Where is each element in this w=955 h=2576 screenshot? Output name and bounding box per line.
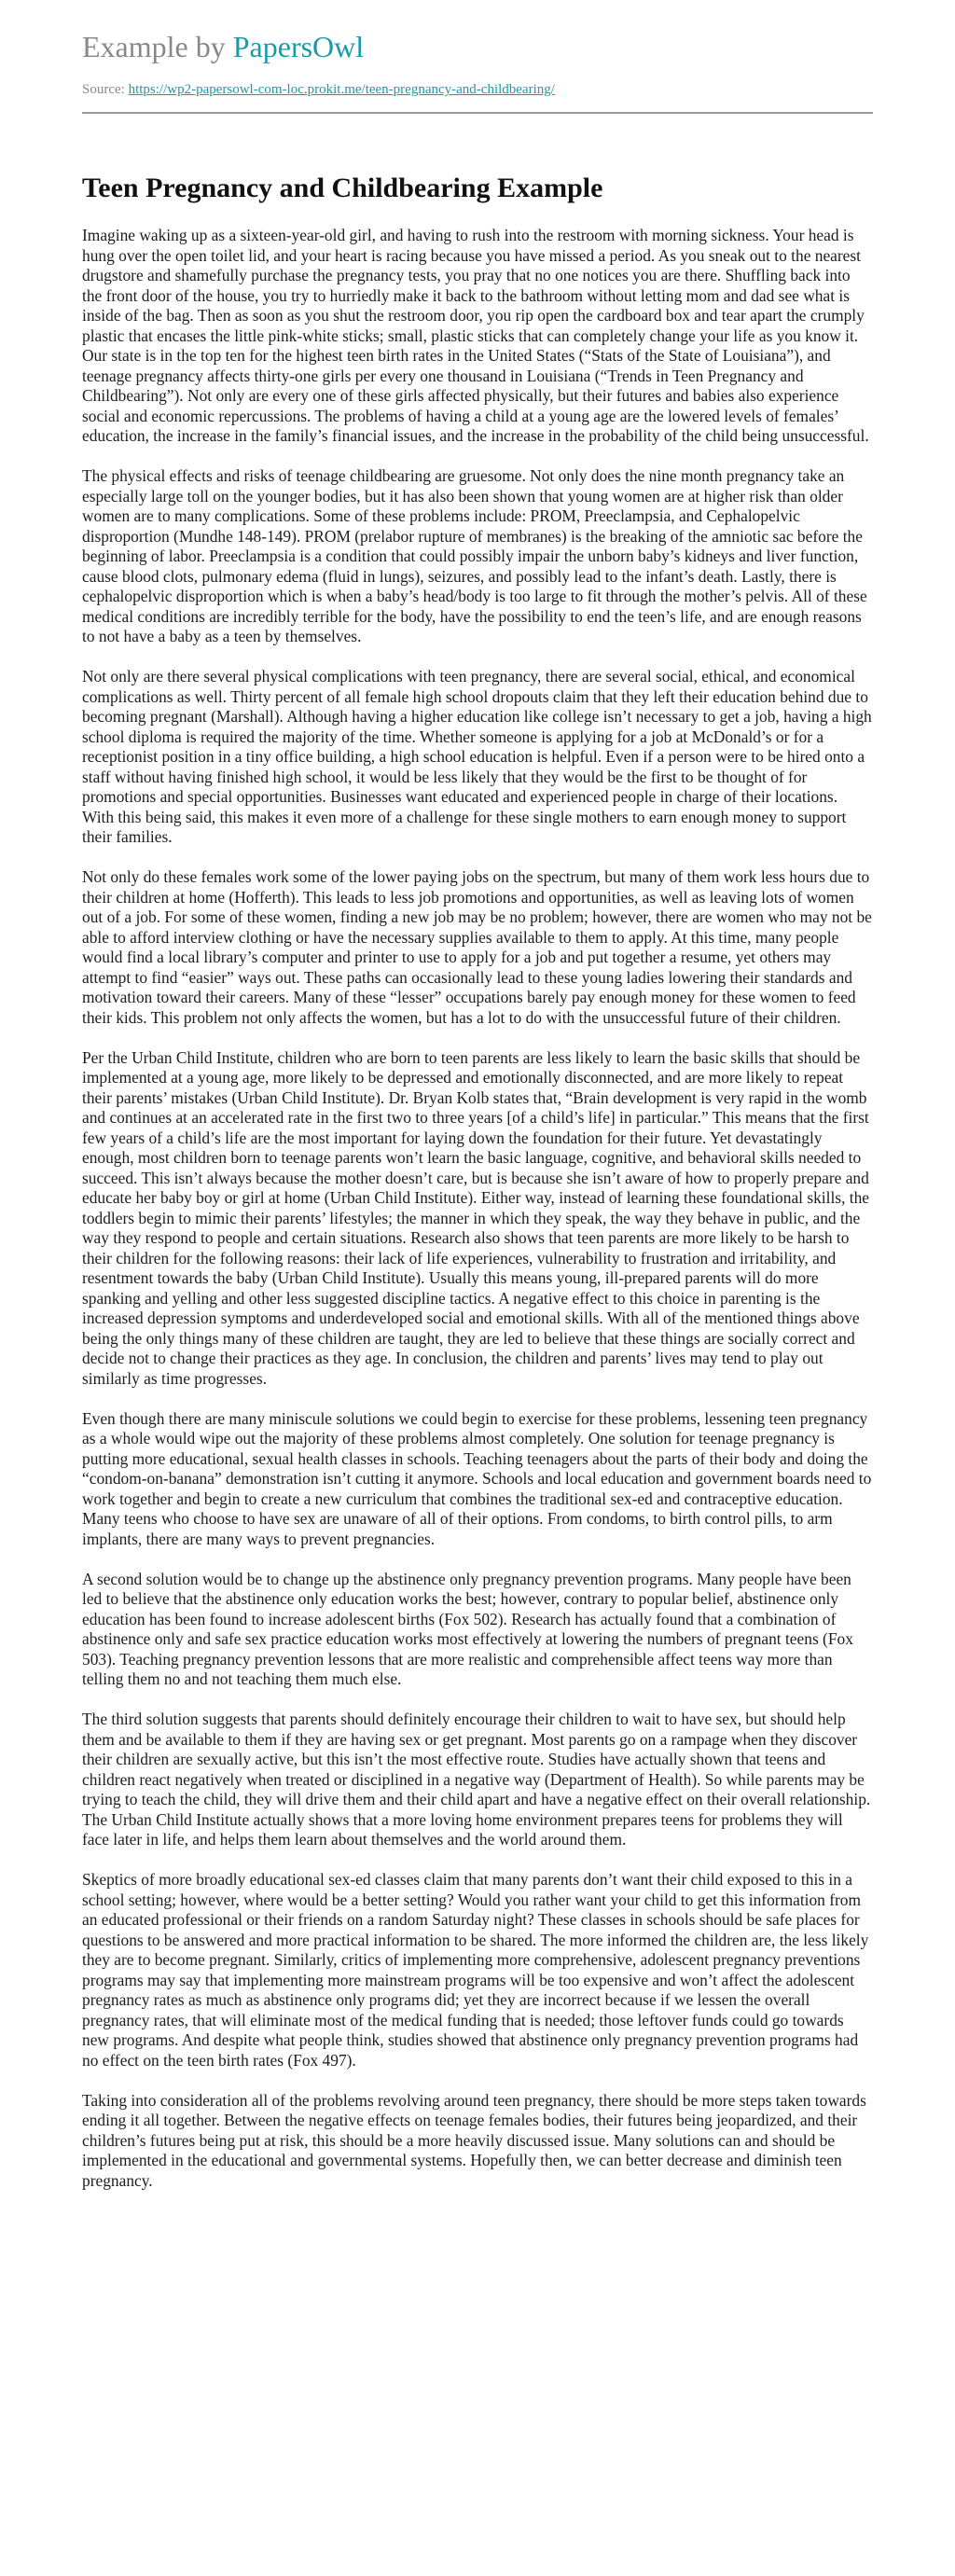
article-paragraph-9: Skeptics of more broadly educational sex-ed classes claim that many parents don’t want their child exposed to this in a school setting; however, where would be a better setting? Would you rather want your child to get this information from an educated professional or their friends on a random Saturday night? These classes in schools should be safe places for questions to be answered and more practical information to be shared. The more informed the children are, the less likely they are to become pregnant. Similarly, critics of implementing more comprehensive, adolescent pregnancy preventions programs may say that implementing more mainstream programs will be too expensive and won’t affect the adolescent pregnancy rates as much as abstinence only programs did; yet they are incorrect because if we lessen the overall pregnancy rates, that will eliminate most of the medical funding that is needed; those leftover funds could go towards new programs. And despite what people think, studies showed that abstinence only pregnancy prevention programs had no effect on the teen birth rates (Fox 497). bbox=[82, 1870, 869, 2070]
source-label: Source: bbox=[82, 82, 129, 97]
brand-prefix: Example by bbox=[82, 30, 233, 63]
article-paragraph-8: The third solution suggests that parents should definitely encourage their children to wait to have sex, but should help them and be available to them if they are having sex or get pregnant. Most parents go on a rampage when they discover their children are sexually active, but this isn’t the most effective route. Studies have actually shown that teens and children react negatively when treated or disciplined in a negative way (Department of Health). So while parents may be trying to teach the child, they will drive them and their child apart and have a negative effect on their overall relationship. The Urban Child Institute actually shows that a more loving home environment prepares teens for problems they will face later in life, and helps them learn about themselves and the world around them. bbox=[82, 1710, 871, 1849]
source-line bbox=[82, 80, 873, 99]
article-paragraph-1: Imagine waking up as a sixteen-year-old girl, and having to rush into the restroom with morning sickness. Your head is hung over the open toilet lid, and your heart is racing because you have missed a period. As you sneak out to the nearest drugstore and shamefully purchase the pregnancy tests, you pray that no one notices you are there. Shuffling back into the front door of the house, you try to hurriedly make it back to the bathroom without letting mom and dad see what is inside of the bag. Then as soon as you shut the restroom door, you rip open the cardboard box and tear apart the crumply plastic that encases the little pink-white sticks; small, plastic sticks that can completely change your life as you know it. Our state is in the top ten for the highest teen birth rates in the United States (“Stats of the State of Louisiana”), and teenage pregnancy affects thirty-one girls per every one thousand in Louisiana (“Trends in Teen Pregnancy and Childbearing”). Not only are every one of these girls affected physically, but their futures and babies also experience social and economic repercussions. The problems of having a child at a young age are the lowered levels of females’ education, the increase in the family’s financial issues, and the increase in the probability of the child being unsuccessful. bbox=[82, 226, 869, 445]
page-header bbox=[82, 28, 873, 114]
article-paragraph-7: A second solution would be to change up the abstinence only pregnancy prevention programs. Many people have been led to believe that the abstinence only education works the best; however, contrary to popular belief, abstinence only education has been found to increase adolescent births (Fox 502). Research has actually found that a combination of abstinence only and safe sex practice education works most effectively at lowering the numbers of pregnant teens (Fox 503). Teaching pregnancy prevention lessons that are more realistic and comprehensible affect teens way more than telling them no and not teaching them much else. bbox=[82, 1569, 853, 1688]
article-paragraph-3: Not only are there several physical complications with teen pregnancy, there are several social, ethical, and economical complications as well. Thirty percent of all female high school dropouts claim that they left their education behind due to becoming pregnant (Marshall). Although having a higher education like college isn’t necessary to get a job, having a high school diploma is required the majority of the time. Whether someone is applying for a job at McDonald’s or for a receptionist position in a tiny office building, a high school education is helpful. Even if a person were to be hired onto a staff without having finished high school, it would be less likely that they would be the first to be thought of for promotions and special opportunities. Businesses want educated and experienced people in charge of their locations. With this being said, this makes it even more of a challenge for these single mothers to earn enough money to support their families. bbox=[82, 667, 872, 846]
article-paragraph-5: Per the Urban Child Institute, children who are born to teen parents are less likely to learn the basic skills that should be implemented at a young age, more likely to be depressed and emotionally disconnected, and are more likely to repeat their parents’ mistakes (Urban Child Institute). Dr. Bryan Kolb states that, “Brain development is very rapid in the womb and continues at an accelerated rate in the first two to three years [of a child’s life] in particular.” This means that the first few years of a child’s life are the most important for laying down the foundation for their future. Yet devastatingly enough, most children born to teenage parents won’t learn the basic language, cognitive, and behavioral skills needed to succeed. This isn’t always because the mother doesn’t care, but is because she isn’t aware of how to properly prepare and educate her baby boy or girl at home (Urban Child Institute). Either way, instead of learning these foundational skills, the toddlers begin to mimic their parents’ lifestyles; the manner in which they speak, the way they behave in public, and the way they respond to people and certain situations. Research also shows that teen parents are more likely to be harsh to their children for the following reasons: their lack of life experiences, vulnerability to frustration and irritability, and resentment towards the baby (Urban Child Institute). Usually this means young, ill-prepared parents will do more spanking and yelling and other less suggested discipline tactics. A negative effect to this choice in parenting is the increased depression symptoms and underdeveloped social and emotional skills. With all of the mentioned things above being the only things many of these children are taught, they are led to believe that these things are socially correct and decide not to change their practices as they age. In conclusion, the children and parents’ lives may tend to play out similarly as time progresses. bbox=[82, 1047, 870, 1388]
brand-name: PapersOwl bbox=[232, 30, 365, 63]
article-paragraph-6: Even though there are many miniscule solutions we could begin to exercise for these problems, lessening teen pregnancy as a whole would wipe out the majority of these problems almost completely. One solution for teenage pregnancy is putting more educational, sexual health classes in schools. Teaching teenagers about the parts of their body and doing the “condom-on-banana” demonstration isn’t cutting it anymore. Schools and local education and government boards need to work together and begin to create a new curriculum that combines the traditional sex-ed and contraceptive education. Many teens who choose to have sex are unaware of all of their options. From condoms, to birth control pills, to arm implants, there are many ways to prevent pregnancies. bbox=[82, 1408, 872, 1548]
article-paragraph-4: Not only do these females work some of the lower paying jobs on the spectrum, but many of them work less hours due to their children at home (Hofferth). This leads to less job promotions and opportunities, as well as leaving lots of women out of a job. For some of these women, finding a new job may be no problem; however, there are women who may not be able to afford interview clothing or have the necessary supplies available to them to apply. At this time, many people would find a local library’s computer and printer to use to apply for a job and put together a resume, yet others may attempt to find “easier” ways out. These paths can occasionally lead to these young ladies lowering their standards and motivation toward their careers. Many of these “lesser” occupations barely pay enough money for these women to feed their kids. This problem not only affects the women, but has a lot to do with the unsuccessful future of their children. bbox=[82, 867, 872, 1027]
brand-line bbox=[82, 28, 873, 65]
header-divider bbox=[82, 112, 873, 114]
article-paragraph-2: The physical effects and risks of teenage childbearing are gruesome. Not only does the nine month pregnancy take an especially large toll on the younger bodies, but it has also been shown that young women are at higher risk than older women are to many complications. Some of these problems include: PROM, Preeclampsia, and Cephalopelvic disproportion (Mundhe 148-149). PROM (prelabor rupture of membranes) is the breaking of the amniotic sac before the beginning of labor. Preeclampsia is a condition that could possibly impair the unborn baby’s kidneys and liver function, cause blood clots, pulmonary edema (fluid in lungs), seizures, and possibly lead to the infant’s death. Lastly, there is cephalopelvic disproportion which is when a baby’s head/body is too large to fit through the mother’s pelvis. All of these medical conditions are incredibly terrible for the body, have the possibility to end the teen’s life, and are enough reasons to not have a baby as a teen by themselves. bbox=[82, 466, 867, 645]
article-title: Teen Pregnancy and Childbearing Example bbox=[82, 173, 603, 203]
source-link[interactable]: https://wp2-papersowl-com-loc.prokit.me/teen-pregnancy-and-childbearing/ bbox=[128, 82, 555, 97]
article-paragraph-10: Taking into consideration all of the problems revolving around teen pregnancy, there should be more steps taken towards ending it all together. Between the negative effects on teenage females bodies, their futures being jeopardized, and their children’s futures being put at risk, this should be a more heavily discussed issue. Many solutions can and should be implemented in the educational and governmental systems. Hopefully then, we can better decrease and diminish teen pregnancy. bbox=[82, 2090, 866, 2190]
article bbox=[82, 172, 873, 2191]
